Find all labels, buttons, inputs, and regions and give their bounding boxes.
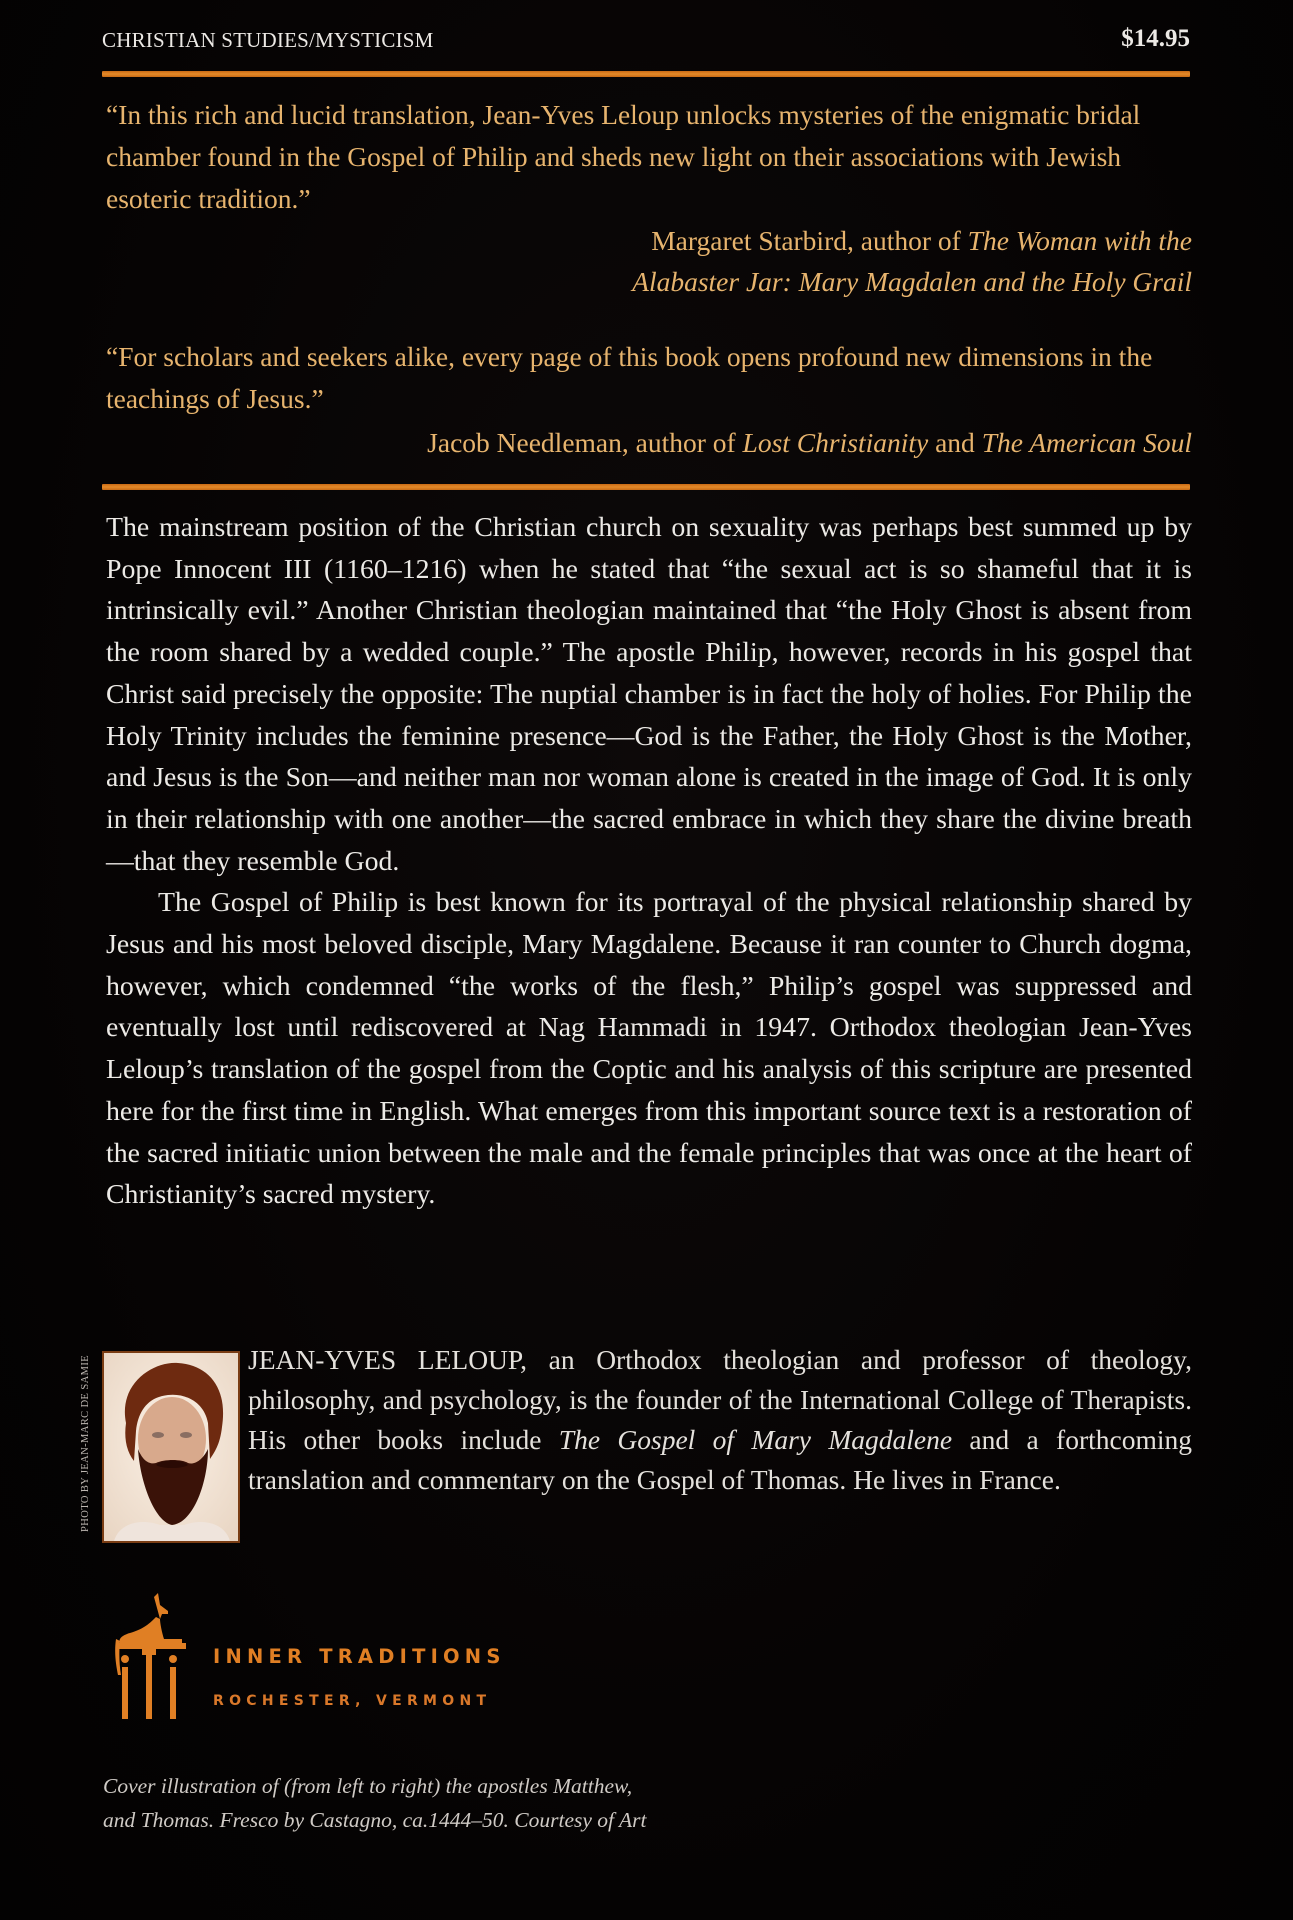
description-paragraph: The Gospel of Philip is best known for its portrayal of the physical relationship shared by Jesus and his most beloved disciple, Mary Magdalene. Because it ran counter to Church dogma, however, which condemned “the works of the flesh,” Philip’s gospel was suppressed and eventually lost until rediscovered at Nag Hammadi in 1947. Orthodox theologian Jean-Yves Leloup’s translation of the gospel from the Coptic and his analysis of this scripture are presented here for the first time in English. What emerges from this important source text is a restoration of the sacred initiatic union between the male and the female principles that was once at the heart of Christianity’s sacred mystery. xyxy=(106,887,1192,1211)
bio-text: JEAN-YVES LELOUP, an Orthodox theologian and professor of theology, philosophy, and psychology, is the founder of the International College of Therapists. His other books include xyxy=(248,1344,1192,1455)
publisher-name: INNER TRADITIONS xyxy=(213,1645,506,1668)
cover-illustration-credit xyxy=(103,1769,803,1837)
category-label: CHRISTIAN STUDIES/MYSTICISM xyxy=(102,28,434,52)
photo-credit: PHOTO BY JEAN-MARC DE SAMIE xyxy=(80,1354,91,1532)
endorsement-attribution xyxy=(106,422,1192,463)
endorsement-attribution xyxy=(106,220,1192,302)
publisher-location: ROCHESTER, VERMONT xyxy=(213,1693,492,1709)
price-label: $14.95 xyxy=(1121,25,1190,52)
attribution-author: Jacob Needleman, author of xyxy=(427,427,743,458)
cover-credit-line: and Thomas. Fresco by Castagno, ca.1444–50. Courtesy of Art xyxy=(103,1808,647,1832)
bio-book-title: The Gospel of Mary Magdalene xyxy=(558,1424,953,1455)
header xyxy=(102,25,1190,58)
author-bio xyxy=(248,1340,1192,1500)
publisher-imprint xyxy=(110,1593,570,1723)
attribution-author: Margaret Starbird, author of xyxy=(651,225,968,256)
anubis-jackal-on-pillars-icon xyxy=(110,1593,190,1723)
author-section xyxy=(80,1340,1192,1550)
description-paragraph: The mainstream position of the Christian church on sexuality was perhaps best summed up by Pope Innocent III (1160–1216) when he stated that “the sexual act is so shameful that it is intrinsically evil.” Another Christian theologian maintained that “the Holy Ghost is absent from the room shared by a wedded couple.” The apostle Philip, however, records in his gospel that Christ said precisely the opposite: The nuptial chamber is in fact the holy of holies. For Philip the Holy Trinity includes the feminine presence—God is the Father, the Holy Ghost is the Mother, and Jesus is the Son—and neither man nor woman alone is created in the image of God. It is only in their relationship with one another—the sacred embrace in which they share the divine breath—that they resemble God. xyxy=(106,512,1192,877)
author-photo xyxy=(102,1351,240,1543)
cover-credit-line: Cover illustration of (from left to right) the apostles Matthew, xyxy=(103,1774,633,1798)
endorsement-quote: “In this rich and lucid translation, Jean-Yves Leloup unlocks mysteries of the enigmatic bridal chamber found in the Gospel of Philip and sheds new light on their associations with Jewish esoteric tradition.” xyxy=(106,99,1141,214)
divider-top xyxy=(102,71,1190,77)
book-description xyxy=(106,507,1192,1216)
endorsement-starbird xyxy=(106,94,1192,302)
author-portrait-icon xyxy=(104,1353,238,1541)
attribution-conjunction: and xyxy=(928,427,982,458)
endorsement-quote: “For scholars and seekers alike, every page of this book opens profound new dimensions in the teachings of Jesus.” xyxy=(106,341,1153,414)
attribution-book-title: The American Soul xyxy=(981,427,1192,458)
attribution-book-title-cont: Alabaster Jar: Mary Magdalen and the Holy Grail xyxy=(632,266,1192,297)
attribution-book-title: The Woman with the xyxy=(967,225,1192,256)
divider-middle xyxy=(102,484,1190,490)
bio-text-cont: and a forthcoming translation and commentary on the Gospel of Thomas. He lives in France. xyxy=(248,1424,1192,1495)
attribution-book-title: Lost Christianity xyxy=(742,427,929,458)
endorsement-needleman xyxy=(106,336,1192,463)
